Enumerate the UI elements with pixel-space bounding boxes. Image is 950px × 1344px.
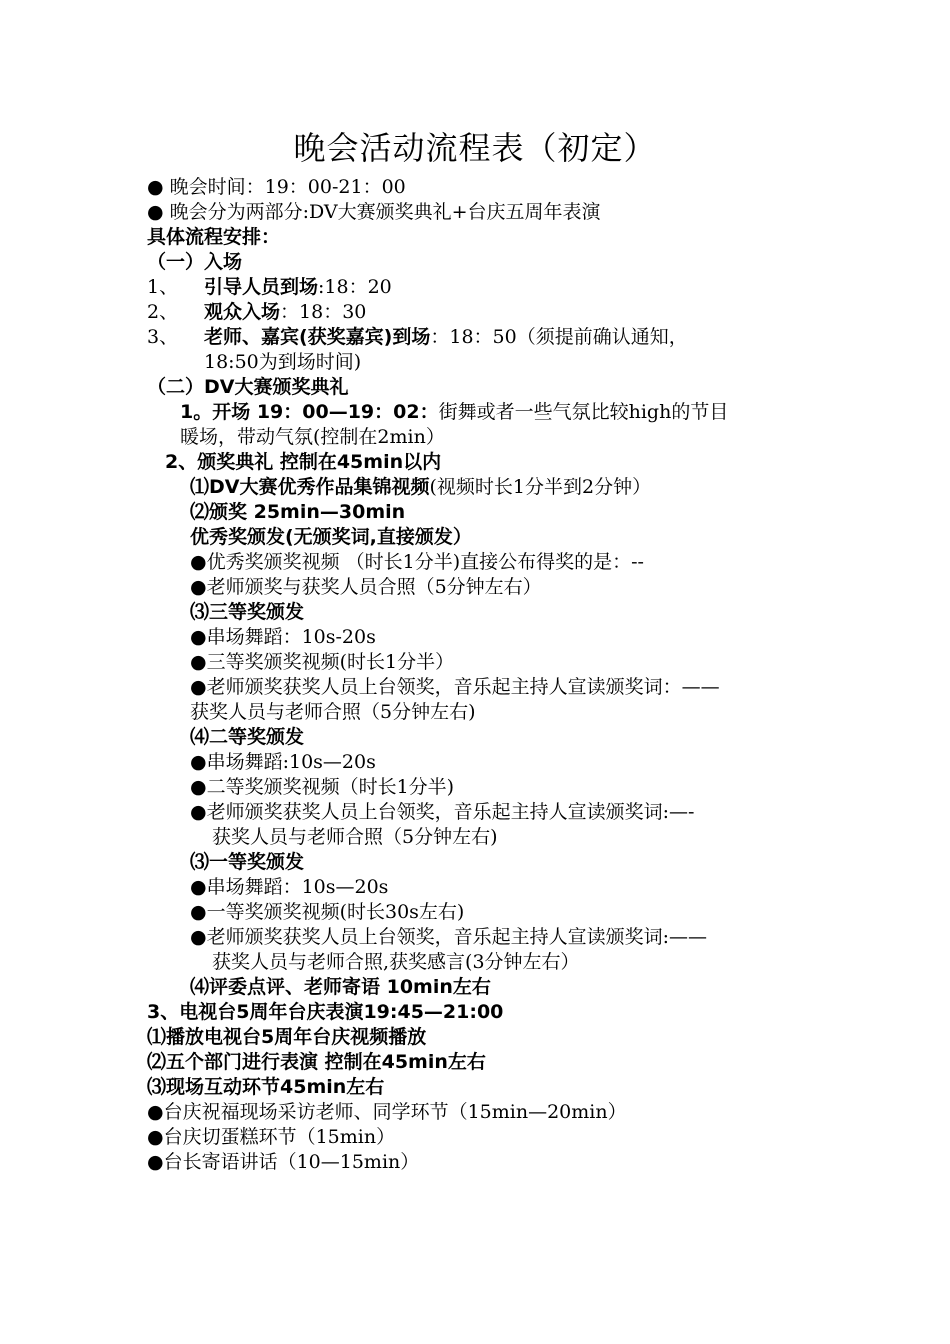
opening-line: [180, 400, 728, 425]
item-number: 1、: [147, 276, 179, 298]
third-heading: ⑶三等奖颁发: [190, 601, 305, 623]
part1-heading: （一）入场: [147, 251, 243, 273]
part3-item-2: ●台庆切蛋糕环节（15min）: [147, 1126, 396, 1148]
second-item-3: ●老师颁奖获奖人员上台领奖，音乐起主持人宣读颁奖词:—-: [190, 801, 695, 823]
review-heading: ⑷评委点评、老师寄语 10min左右: [190, 976, 491, 998]
first-item-cont: 获奖人员与老师合照,获奖感言(3分钟左右）: [212, 951, 580, 973]
opening-cont: 暖场，带动气氛(控制在2min）: [180, 426, 445, 448]
part1-item-3-cont: 18:50为到场时间): [204, 351, 362, 373]
part1-item-2: [147, 300, 366, 325]
second-item-2: ●二等奖颁奖视频（时长1分半): [190, 776, 455, 798]
third-item-1: ●串场舞蹈：10s-20s: [190, 626, 376, 648]
opening-label: 1。开场 19：00—19：02：: [180, 401, 439, 423]
video-text: (视频时长1分半到2分钟）: [429, 476, 652, 498]
schedule-heading: 具体流程安排：: [147, 226, 281, 248]
award-heading: ⑵颁奖 25min—30min: [190, 501, 406, 523]
part3-item-3: ●台长寄语讲话（10—15min）: [147, 1151, 420, 1173]
part3-sub-2: ⑵五个部门进行表演 控制在45min左右: [147, 1051, 486, 1073]
intro-time: ● 晚会时间：19：00-21：00: [147, 176, 406, 198]
excellent-item-1: ●优秀奖颁奖视频 （时长1分半)直接公布得奖的是：--: [190, 551, 644, 573]
part1-item-3: [147, 325, 688, 350]
third-item-cont: 获奖人员与老师合照（5分钟左右): [190, 701, 476, 723]
part3-sub-3: ⑶现场互动环节45min左右: [147, 1076, 385, 1098]
first-item-2: ●一等奖颁奖视频(时长30s左右): [190, 901, 465, 923]
video-line: [190, 475, 651, 500]
part3-heading: 3、电视台5周年台庆表演19:45—21:00: [147, 1001, 504, 1023]
third-item-3: ●老师颁奖获奖人员上台领奖，音乐起主持人宣读颁奖词：——: [190, 676, 720, 698]
item-value: ：18：50（须提前确认通知，: [430, 326, 688, 348]
part1-item-1: [147, 275, 392, 300]
item-label: 老师、嘉宾(获奖嘉宾)到场: [204, 326, 431, 348]
item-number: 2、: [147, 301, 179, 323]
third-item-2: ●三等奖颁奖视频(时长1分半）: [190, 651, 455, 673]
item-label: 观众入场: [204, 301, 281, 323]
item-label: 引导人员到场: [204, 276, 319, 298]
opening-text: 街舞或者一些气氛比较high的节目: [438, 401, 729, 423]
part2-heading: （二）DV大赛颁奖典礼: [147, 376, 349, 398]
excellent-item-2: ●老师颁奖与获奖人员合照（5分钟左右）: [190, 576, 542, 598]
part3-sub-1: ⑴播放电视台5周年台庆视频播放: [147, 1026, 427, 1048]
excellent-heading: 优秀奖颁发(无颁奖词,直接颁发）: [190, 526, 472, 548]
page-title: 晚会活动流程表（初定）: [293, 129, 657, 167]
first-item-1: ●串场舞蹈：10s—20s: [190, 876, 389, 898]
video-label: ⑴DV大赛优秀作品集锦视频: [190, 476, 430, 498]
intro-parts: ● 晚会分为两部分:DV大赛颁奖典礼+台庆五周年表演: [147, 201, 601, 223]
item-number: 3、: [147, 326, 179, 348]
ceremony-heading: 2、颁奖典礼 控制在45min以内: [165, 451, 442, 473]
item-value: ：18：30: [280, 301, 367, 323]
first-item-3: ●老师颁奖获奖人员上台领奖，音乐起主持人宣读颁奖词:——: [190, 926, 707, 948]
second-item-cont: 获奖人员与老师合照（5分钟左右): [212, 826, 498, 848]
item-value: :18：20: [318, 276, 392, 298]
second-heading: ⑷二等奖颁发: [190, 726, 305, 748]
second-item-1: ●串场舞蹈:10s—20s: [190, 751, 376, 773]
part3-item-1: ●台庆祝福现场采访老师、同学环节（15min—20min）: [147, 1101, 627, 1123]
first-heading: ⑶一等奖颁发: [190, 851, 305, 873]
